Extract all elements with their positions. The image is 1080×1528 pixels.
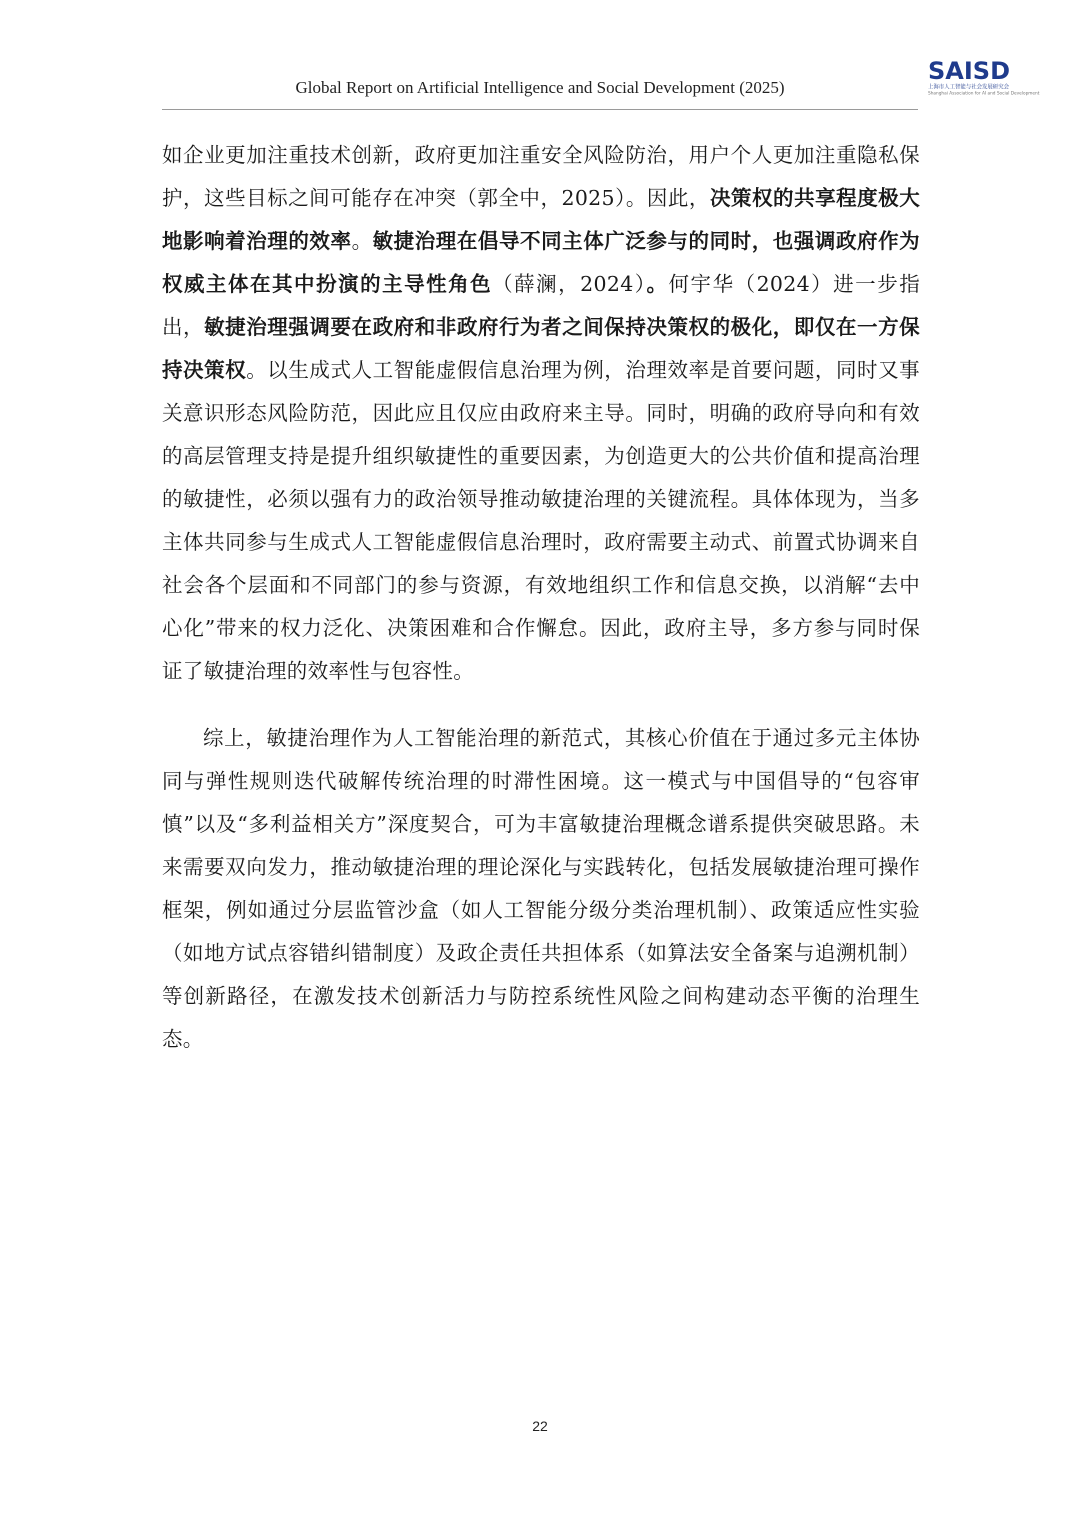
p1-text-3: （薛澜，2024）: [492, 272, 647, 296]
page-number: 22: [532, 1418, 548, 1434]
p1-bold-3: 。: [646, 272, 669, 296]
paragraph-1: [162, 134, 920, 693]
logo-wordmark: SAISD: [928, 57, 1010, 85]
p1-text-5: 。以生成式人工智能虚假信息治理为例，治理效率是首要问题，同时又事关意识形态风险防范，因此应且仅应由政府来主导。同时，明确的政府导向和有效的高层管理支持是提升组织敏捷性的重要因素，为创造更大的公共价值和提高治理的敏捷性，必须以强有力的政治领导推动敏捷治理的关键流程。具体体现为，当多主体共同参与生成式人工智能虚假信息治理时，政府需要主动式、前置式协调来自社会各个层面和不同部门的参与资源，有效地组织工作和信息交换，以消解“去中心化”带来的权力泛化、决策困难和合作懈怠。因此，政府主导，多方参与同时保证了敏捷治理的效率性与包容性。: [162, 358, 920, 683]
saisd-logo: [928, 57, 1040, 98]
report-title: Global Report on Artificial Intelligence and Social Development (2025): [295, 78, 785, 97]
p1-text-2: 。: [351, 229, 373, 253]
logo-subtitle-cn: 上海市人工智能与社会发展研究会: [928, 84, 1010, 91]
p1-bold-2: 敏捷治理在倡导不同主体广泛参与的同时，也强调政府作为权威主体在其中扮演的主导性角色: [162, 229, 920, 296]
body-content: [162, 134, 920, 1061]
logo-subtitle-en: Shanghai Association for AI and Social Development: [928, 91, 1040, 97]
p1-bold-4: 敏捷治理强调要在政府和非政府行为者之间保持决策权的极化，即仅在一方保持决策权: [162, 315, 920, 382]
header-divider: [162, 109, 918, 110]
p1-bold-1: 决策权的共享程度极大地影响着治理的效率: [162, 186, 920, 253]
paragraph-2: 综上，敏捷治理作为人工智能治理的新范式，其核心价值在于通过多元主体协同与弹性规则迭代破解传统治理的时滞性困境。这一模式与中国倡导的“包容审慎”以及“多利益相关方”深度契合，可为丰富敏捷治理概念谱系提供突破思路。未来需要双向发力，推动敏捷治理的理论深化与实践转化，包括发展敏捷治理可操作框架，例如通过分层监管沙盒（如人工智能分级分类治理机制）、政策适应性实验（如地方试点容错纠错制度）及政企责任共担体系（如算法安全备案与追溯机制）等创新路径，在激发技术创新活力与防控系统性风险之间构建动态平衡的治理生态。: [162, 726, 920, 1051]
p1-text-1: 如企业更加注重技术创新，政府更加注重安全风险防治，用户个人更加注重隐私保护，这些目标之间可能存在冲突（郭全中，2025）。因此，: [162, 143, 920, 210]
p1-text-4: 何宇华（2024）进一步指出，: [162, 272, 920, 339]
